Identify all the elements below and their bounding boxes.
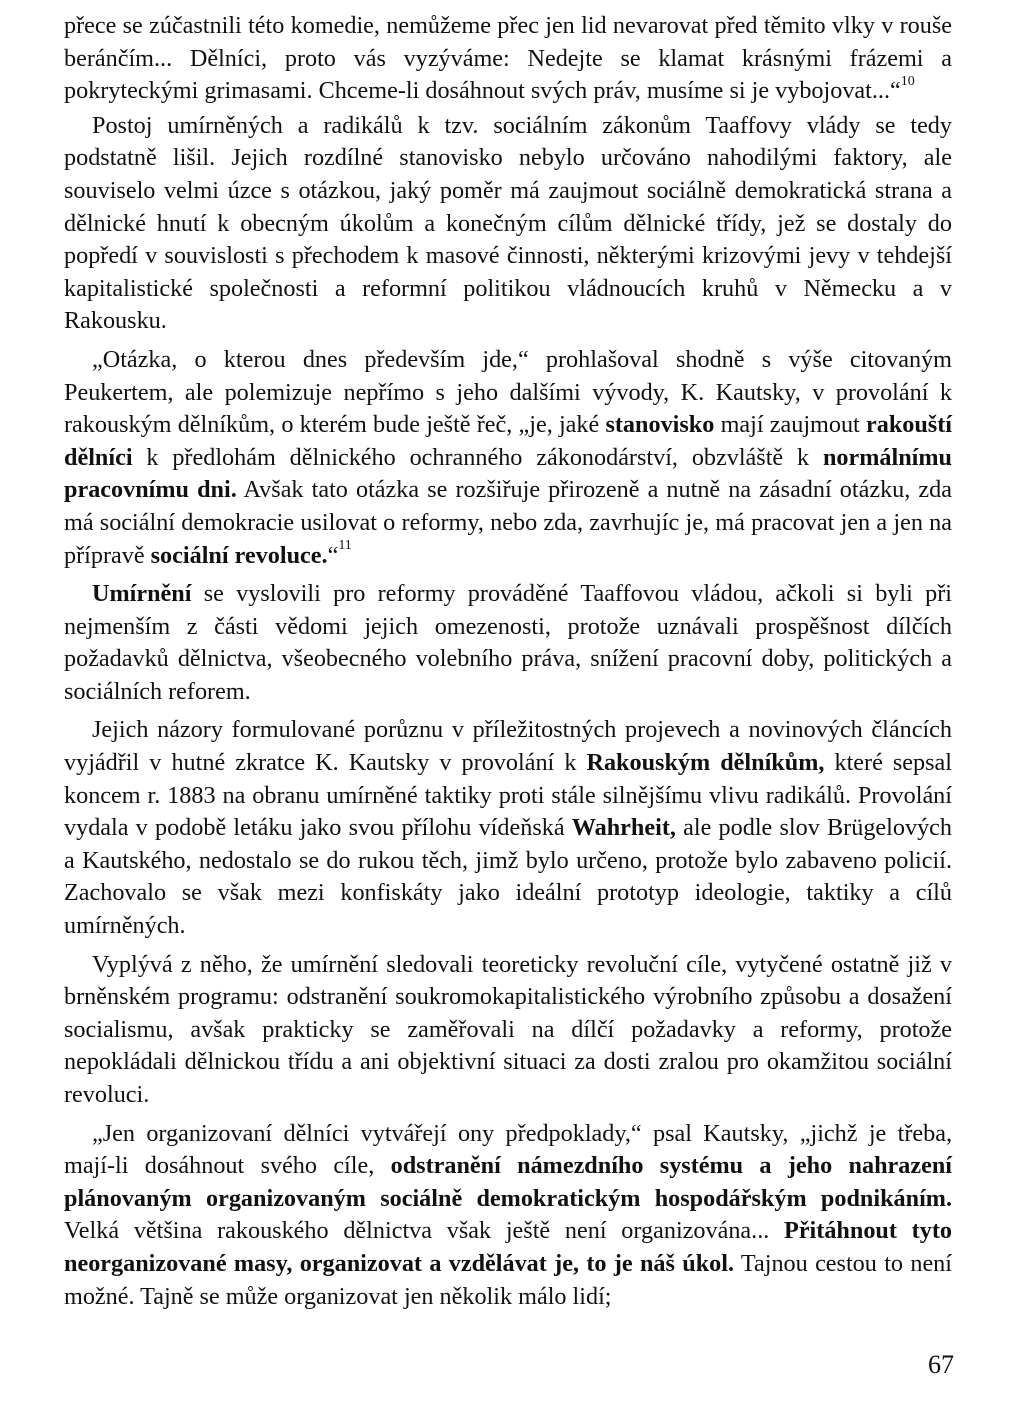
emphasized-text: Wahrheit, bbox=[571, 814, 676, 842]
text-run: k předlohám dělnického ochranného zákonodárství, obzvláště k bbox=[132, 443, 823, 471]
text-run: Jejich názory formulované porůznu v příležitostných projevech a novinových článcích vyjádřil v hutné zkratce K. Kautsky v provolání k bbox=[64, 716, 952, 777]
text-run: Avšak tato otázka se rozšiřuje přirozeně a nutně na zásadní otázku, zda má sociální demokracie usilovat o reformy, nebo zda, zavrhujíc je, má pracovat jen a jen na přípravě bbox=[64, 476, 952, 569]
text-run: Postoj umírněných a radikálů k tzv. sociálním zákonům Taaffovy vlády se tedy podstatně lišil. Jejich rozdílné stanovisko nebylo určováno nahodilými faktory, ale souviselo velmi úzce s otázkou, jaký poměr má zaujmout sociálně demokratická strana a dělnické hnutí k obecným úkolům a konečným cílům dělnické třídy, jež se dostaly do popředí v souvislosti s přechodem k masové činnosti, některými krizovými jevy v tehdejší kapitalistické společnosti a reformní politikou vládnoucích kruhů v Německu a v Rakousku. bbox=[64, 111, 952, 335]
paragraph-kautsky-proclamation bbox=[64, 714, 952, 942]
emphasized-text: Umírnění bbox=[92, 580, 192, 608]
paragraph-quote-end bbox=[64, 10, 952, 108]
text-run: Velká většina rakouského dělnictva však ještě není organizována... bbox=[64, 1217, 785, 1245]
text-run: „Jen organizovaní dělníci vytvářejí ony předpoklady,“ psal Kautsky, „jichž je třeba, mají-li dosáhnout svého cíle, bbox=[64, 1119, 952, 1180]
paragraph-moderates-reforms bbox=[64, 578, 952, 708]
text-run: přece se zúčastnili této komedie, nemůžeme přec jen lid nevarovat před těmito vlky v rouše beránčím... Dělníci, proto vás vyzýváme: Nedejte se klamat krásnými frázemi a pokryteckými grimasami. Chceme-li dosáhnout svých práv, musíme si je vybojovat...“ bbox=[64, 12, 952, 105]
emphasized-text: sociální revoluce. bbox=[150, 541, 328, 569]
emphasized-text: rakouští dělníci bbox=[64, 411, 952, 471]
text-run: Vyplývá z něho, že umírnění sledovali teoreticky revoluční cíle, vytyčené ostatně již v brněnském programu: odstranění soukromokapitalistického výrobního způsobu a dosažení socialismu, avšak prakticky se zaměřovali na dílčí požadavky a reformy, protože nepokládali dělnickou třídu a ani objektivní situaci za dosti zralou pro okamžitou sociální revoluci. bbox=[64, 950, 952, 1108]
page-body bbox=[64, 10, 952, 1319]
paragraph-theoretical-goals bbox=[64, 949, 952, 1112]
emphasized-text: stanovisko bbox=[605, 411, 715, 439]
text-run: se vyslovili pro reformy prováděné Taaffovou vládou, ačkoli si byli při nejmenším z části vědomi jejich omezenosti, protože uznávali prospěšnost dílčích požadavků dělnictva, všeobecného volebního práva, snížení pracovní doby, politických a sociálních reforem. bbox=[64, 580, 952, 705]
footnote-ref: 11 bbox=[338, 538, 352, 554]
emphasized-text: Rakouským dělníkům, bbox=[586, 749, 825, 777]
page-number: 67 bbox=[928, 1350, 954, 1379]
paragraph-organized-workers bbox=[64, 1118, 952, 1314]
emphasized-text: normálnímu pracovnímu dni. bbox=[64, 443, 952, 504]
emphasized-text: odstranění námezdního systému a jeho nahrazení plánovaným organizovaným sociálně demokratickým hospodářským podnikáním. bbox=[64, 1152, 952, 1212]
text-run: Tajnou cestou to není možné. Tajně se může organizovat jen několik málo lidí; bbox=[64, 1249, 952, 1310]
paragraph-kautsky-question bbox=[64, 344, 952, 572]
footnote-ref: 10 bbox=[900, 74, 915, 90]
text-run: které sepsal koncem r. 1883 na obranu umírněné taktiky proti stále silnějšímu vlivu radikálů. Provolání vydala v podobě letáku jako svou přílohu vídeňská bbox=[64, 749, 952, 842]
emphasized-text: Přitáhnout tyto neorganizované masy, organizovat a vzdělávat je, to je náš úkol. bbox=[64, 1217, 952, 1277]
text-run: „Otázka, o kterou dnes především jde,“ prohlašoval shodně s výše citovaným Peukertem, ale polemizuje nepřímo s jeho dalšími vývody, K. Kautsky, v provolání k rakouským dělníkům, o kterém bude ještě řeč, „je, jaké bbox=[64, 345, 952, 439]
text-run: mají zaujmout bbox=[714, 411, 866, 439]
paragraph-moderates-radicals bbox=[64, 110, 952, 338]
text-run: ale podle slov Brügelových a Kautského, nedostalo se do rukou těch, jimž bylo určeno, protože bylo zabaveno policií. Zachovalo se však mezi konfiskáty jako ideální prototyp ideologie, taktiky a cílů umírněných. bbox=[64, 814, 952, 940]
text-run: “ bbox=[327, 541, 339, 569]
